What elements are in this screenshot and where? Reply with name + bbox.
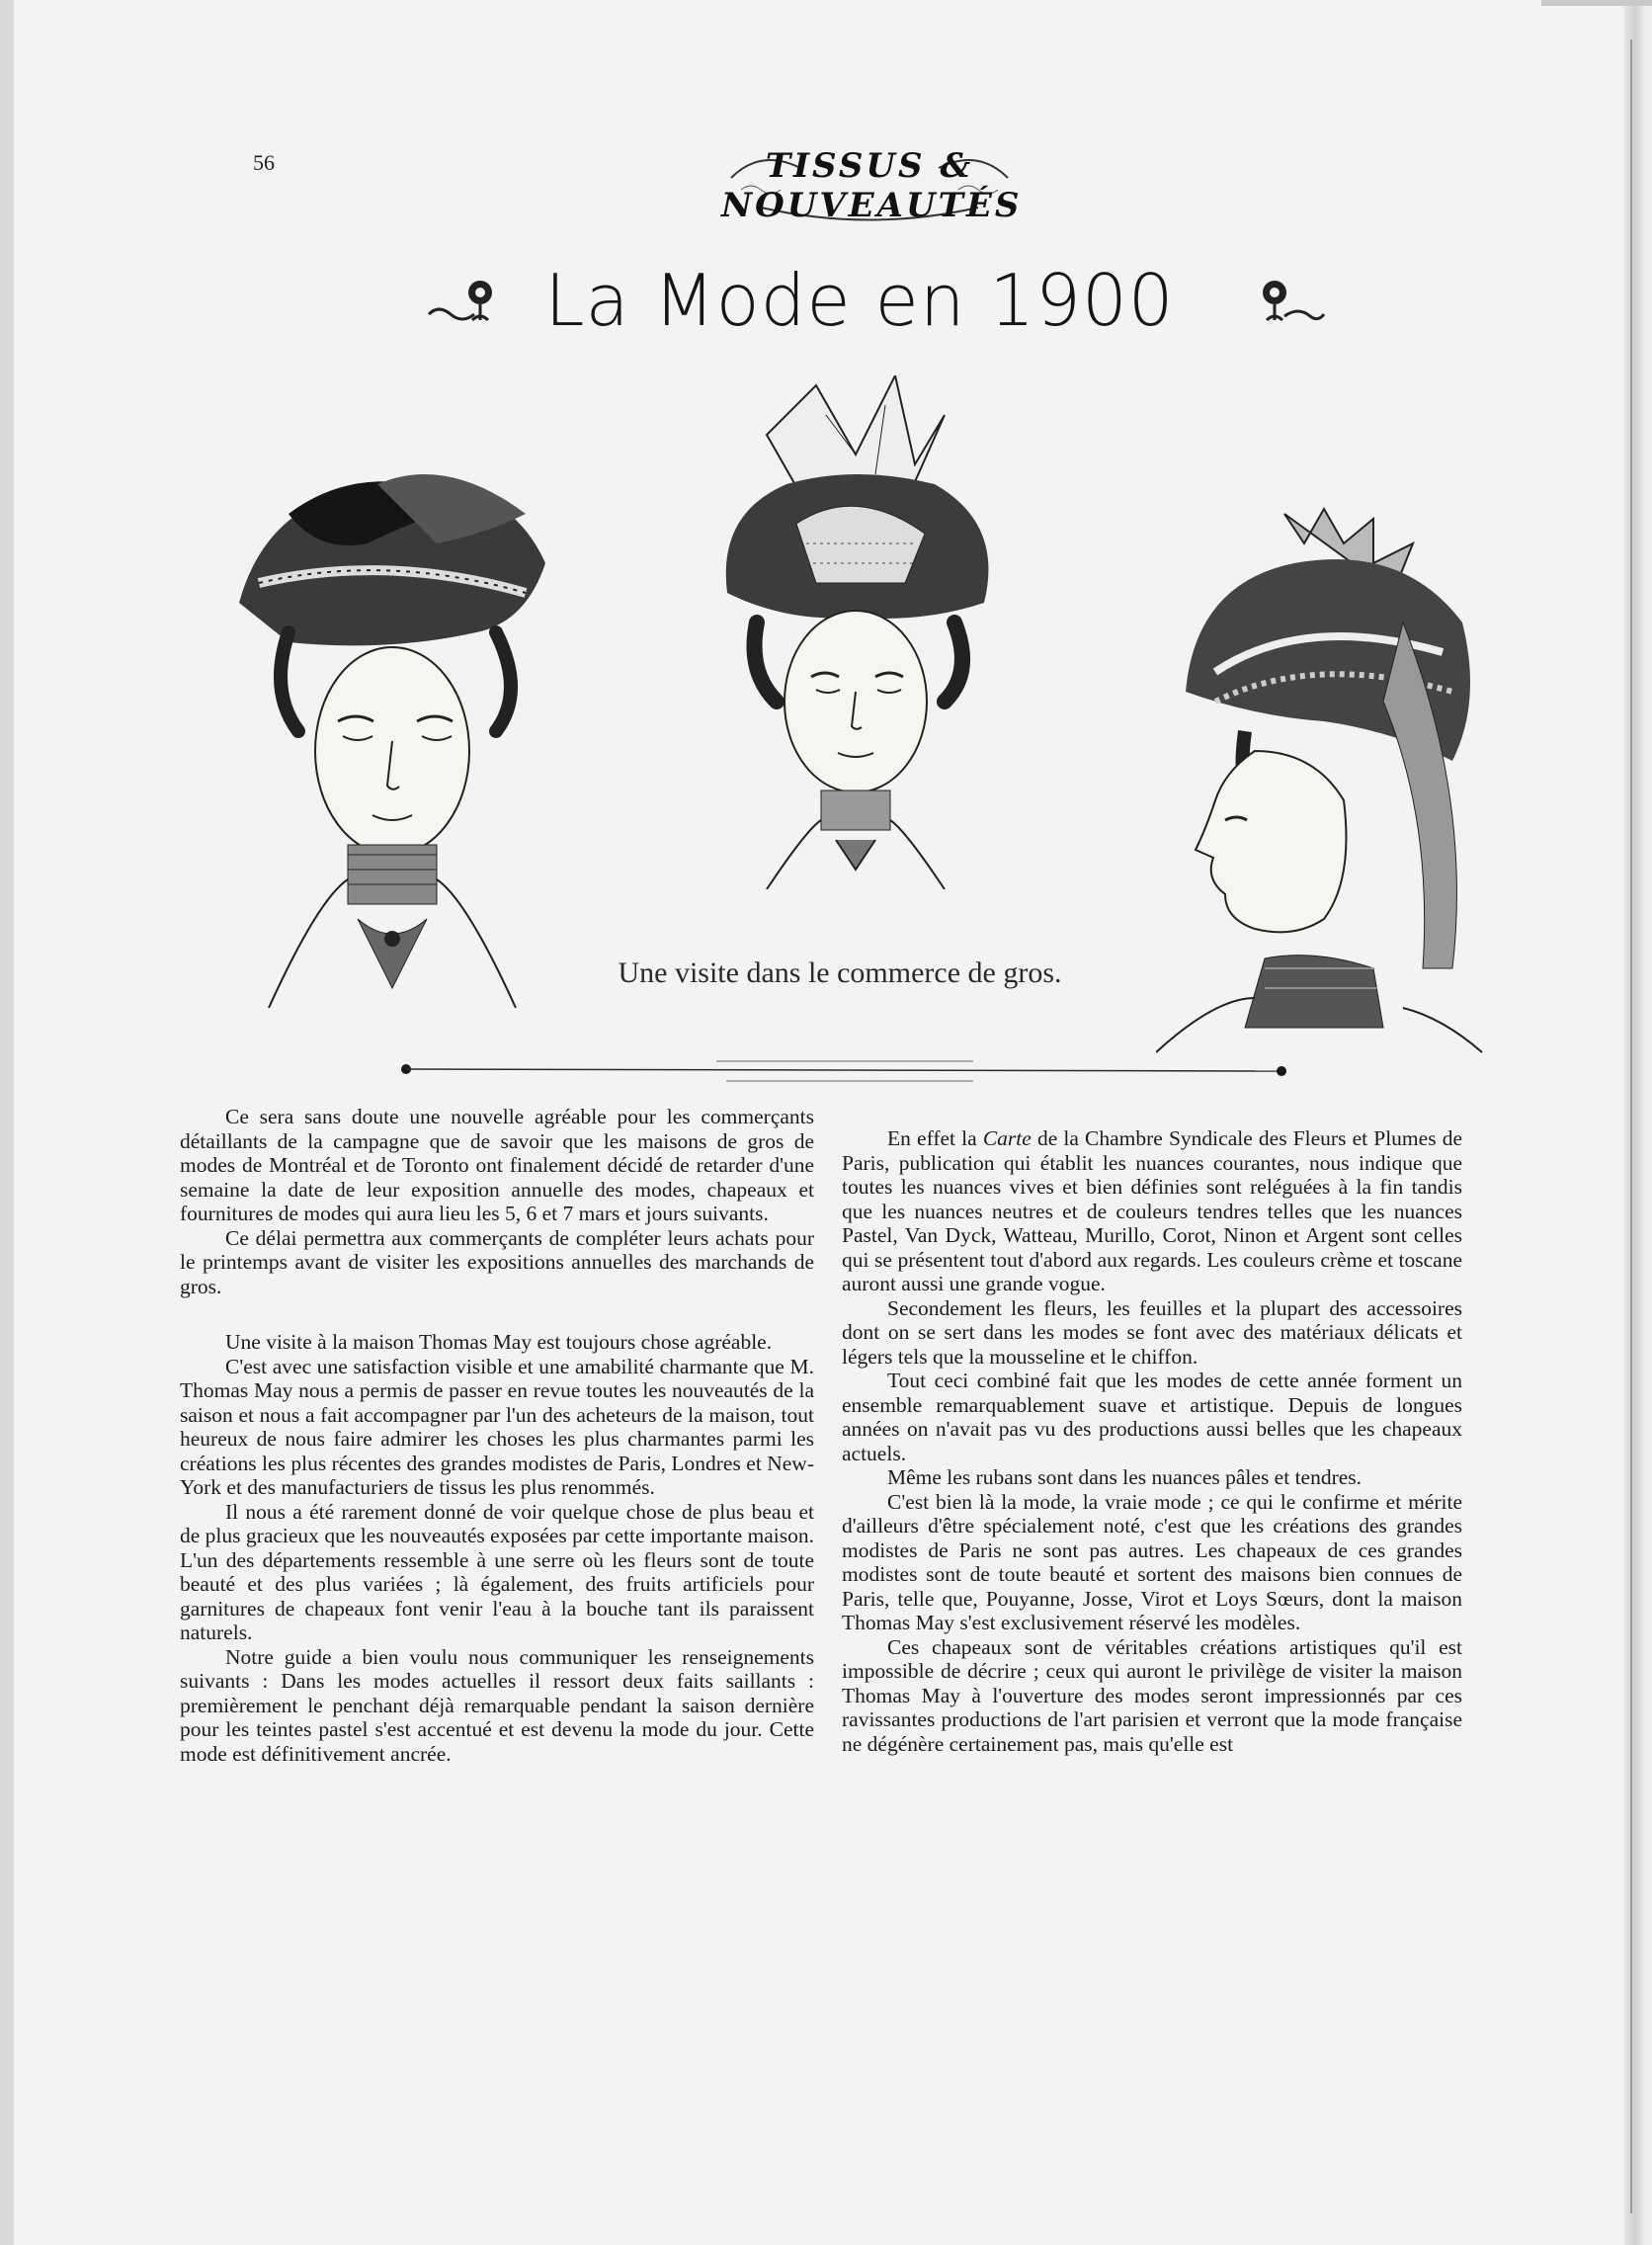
italic-text-run: Carte	[982, 1126, 1032, 1150]
masthead-text: TISSUS & NOUVEAUTÉS	[721, 146, 1023, 225]
paragraph: Secondement les fleurs, les feuilles et la plupart des accessoires dont on se sert dans les modes se font avec des matériaux délicats et légers tels que la mousseline et le chiffon.	[842, 1295, 1462, 1369]
paragraph: Ce délai permettra aux commerçants de compléter leurs achats pour le printemps avant de visiter les expositions annuelles des marchands de gros.	[180, 1225, 814, 1298]
paragraph: C'est avec une satisfaction visible et une amabilité charmante que M. Thomas May nous a permis de passer en revue toutes les nouveautés de la saison et nous a fait accompagner par l'un des acheteurs de la maison, tout heureux de nous faire admirer les choses les plus charmantes parmi les créations les plus récentes des grandes modistes de Paris, Londres et New-York et des manufacturiers de tissus les plus renommés.	[180, 1354, 814, 1499]
paragraph: Une visite à la maison Thomas May est toujours chose agréable.	[225, 1330, 773, 1354]
article-subtitle: Une visite dans le commerce de gros.	[618, 956, 1062, 989]
paragraph: Tout ceci combiné fait que les modes de cette année forment un ensemble remarquablement suave et artistique. Depuis de longues années on n'avait pas vu des productions aussi belles que les chapeaux actuels.	[842, 1369, 1462, 1465]
paragraph: Il nous a été rarement donné de voir quelque chose de plus beau et de plus gracieux que les nouveautés exposées par cette importante maison. L'un des départements ressemble à une serre où les fleurs sont de toute beauté et des plus variées ; là également, des fruits artificiels pour garnitures de chapeaux font venir l'eau à la bouche tant ils paraissent naturels.	[180, 1499, 814, 1644]
paragraph: Ce sera sans doute une nouvelle agréable pour les commerçants détaillants de la campagne que de savoir que les maisons de gros de modes de Montréal et de Toronto ont finalement décidé de retarder d'une semaine la date de leur exposition annuelle des modes, chapeaux et fournitures de modes qui aura lieu les 5, 6 et 7 mars et jours suivants.	[180, 1105, 814, 1225]
scan-left-edge	[0, 0, 14, 2245]
article-column-left	[180, 1105, 814, 1766]
paragraph: Même les rubans sont dans les nuances pâles et tendres.	[887, 1465, 1363, 1489]
ornamental-rule	[400, 1055, 1289, 1095]
paragraph: Notre guide a bien voulu nous communiquer les renseignements suivants : Dans les modes actuelles il ressort deux faits saillants : premièrement le penchant déjà remarquable pendant la saison dernière pour les teintes pastel s'est accentué et est devenu la mode du jour. Cette mode est définitivement ancrée.	[180, 1644, 814, 1766]
scan-right-page-edge	[1624, 0, 1652, 2245]
flower-ornament-left-icon	[425, 271, 508, 330]
portrait-center-ribbon-toque	[707, 375, 1004, 889]
paragraph: C'est bien là la mode, la vraie mode ; ce qui le confirme et mérite d'ailleurs d'être spécialement noté, c'est que les créations des grandes modistes de Paris ne sont pas autres. Les chapeaux de ces grandes modistes sont de toute beauté et sortent des maisons bien connues de Paris, telle que, Pouyanne, Josse, Virot et Loys Sœurs, dont la maison Thomas May s'est exclusivement réservé les modèles.	[842, 1489, 1462, 1634]
page-number: 56	[253, 150, 275, 175]
article-column-right	[842, 1126, 1462, 1756]
flower-ornament-right-icon	[1245, 271, 1328, 330]
paragraph	[842, 1126, 1462, 1296]
title-row	[415, 259, 1304, 358]
paragraph: Ces chapeaux sont de véritables créations artistiques qu'il est impossible de décrire ; ceux qui auront le privilège de visiter la maison Thomas May à l'ouverture des modes seront impressionnés par ces ravissantes productions de l'art parisien et verront que la mode française ne dégénère certainement pas, mais qu'elle est	[842, 1634, 1462, 1756]
portrait-left-feathered-hat	[229, 455, 555, 1028]
portrait-right-profile-flowered-hat	[1156, 504, 1492, 1057]
masthead-logo	[721, 138, 1023, 233]
text-run: En effet la	[887, 1126, 983, 1150]
page-title: La Mode en 1900	[544, 259, 1175, 342]
text-run: de la Chambre Syndicale des Fleurs et Plumes de Paris, publication qui établit les nuances courantes, nous indique que toutes les nuances vives et bien définies sont reléguées à la fin tandis que les nuances neutres et de couleurs tendres telles que les nuances Pastel, Van Dyck, Watteau, Murillo, Corot, Ninon et Argent sont celles qui se présentent tout d'abord aux regards. Les couleurs crème et toscane auront aussi une grande vogue.	[842, 1126, 1462, 1295]
scan-top-edge	[1541, 0, 1652, 6]
